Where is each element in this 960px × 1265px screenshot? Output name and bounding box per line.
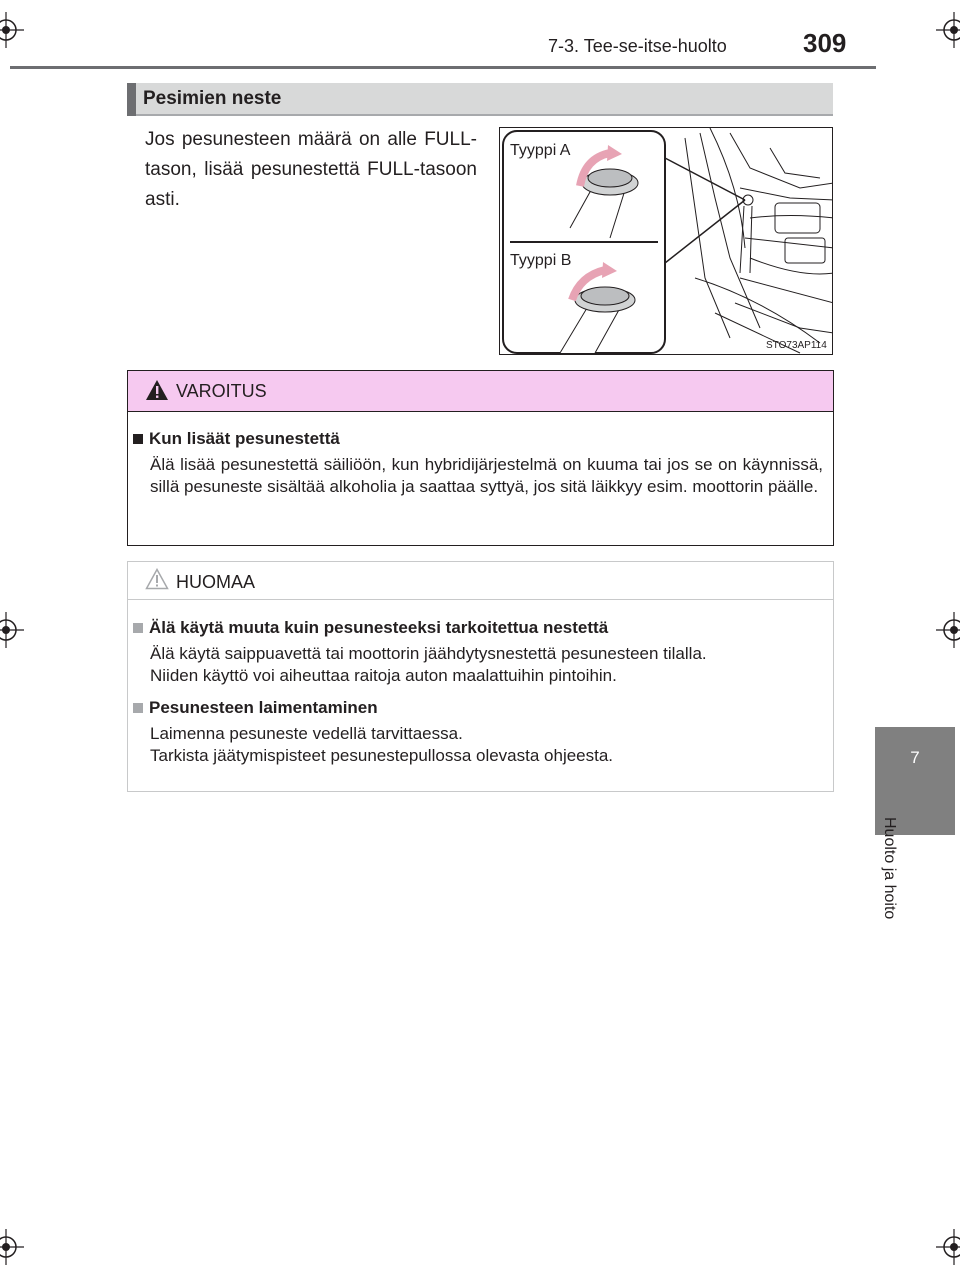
warning-box bbox=[127, 370, 834, 546]
notice-triangle-outline-icon bbox=[145, 568, 169, 590]
washer-fluid-illustration bbox=[499, 127, 833, 355]
warning-item bbox=[133, 429, 823, 498]
notice-item bbox=[133, 618, 823, 687]
notice-item-line: Tarkista jäätymispisteet pesunestepullossa olevasta ohjeesta. bbox=[150, 746, 614, 765]
notice-title: HUOMAA bbox=[176, 572, 256, 592]
notice-header-rule bbox=[128, 599, 833, 600]
section-heading-accent bbox=[127, 83, 136, 116]
notice-item-line: Niiden käyttö voi aiheuttaa raitoja auton maalattuihin pintoihin. bbox=[150, 666, 617, 685]
notice-item-line: Laimenna pesuneste vedellä tarvittaessa. bbox=[150, 724, 463, 743]
warning-item-heading: Kun lisäät pesunestettä bbox=[133, 429, 823, 449]
warning-item-text: Älä lisää pesunestettä säiliöön, kun hybridijärjestelmä on kuuma tai jos se on käynnissä, sillä pesuneste sisältää alkoholia ja saattaa syttyä, jos sitä läikkyy esim. moottorin päälle. bbox=[150, 455, 823, 496]
notice-item-line: Älä käytä saippuavettä tai moottorin jäähdytysnestettä pesunesteen tilalla. bbox=[150, 644, 707, 663]
notice-box bbox=[127, 561, 834, 792]
warning-box-header bbox=[128, 371, 833, 412]
warning-title: VAROITUS bbox=[176, 381, 267, 401]
figure-label-type-a: Tyyppi A bbox=[510, 142, 571, 159]
figure-label-type-b: Tyyppi B bbox=[510, 252, 572, 269]
bullet-square-icon bbox=[133, 623, 143, 633]
page-number: 309 bbox=[803, 28, 847, 58]
registration-mark-icon bbox=[936, 612, 960, 648]
header-rule bbox=[10, 66, 876, 69]
bullet-square-icon bbox=[133, 434, 143, 444]
registration-mark-icon bbox=[936, 1229, 960, 1265]
chapter-tab-title: Huolto ja hoito bbox=[881, 817, 898, 920]
notice-item-heading: Älä käytä muuta kuin pesunesteeksi tarkoitettua nestettä bbox=[133, 618, 823, 638]
running-header-section: 7-3. Tee-se-itse-huolto bbox=[548, 36, 727, 56]
notice-item bbox=[133, 698, 823, 767]
section-title: Pesimien neste bbox=[143, 88, 282, 109]
registration-mark-icon bbox=[0, 12, 24, 48]
registration-mark-icon bbox=[936, 12, 960, 48]
figure-code: STO73AP114 bbox=[766, 340, 827, 351]
warning-triangle-icon bbox=[145, 379, 169, 401]
bullet-square-icon bbox=[133, 703, 143, 713]
engine-bay-drawing bbox=[500, 128, 833, 355]
registration-mark-icon bbox=[0, 612, 24, 648]
chapter-tab-number: 7 bbox=[910, 748, 920, 767]
registration-mark-icon bbox=[0, 1229, 24, 1265]
notice-item-heading: Pesunesteen laimentaminen bbox=[133, 698, 823, 718]
section-paragraph: Jos pesunesteen määrä on alle FULL-tason, lisää pesunestettä FULL-tasoon asti. bbox=[145, 129, 477, 210]
